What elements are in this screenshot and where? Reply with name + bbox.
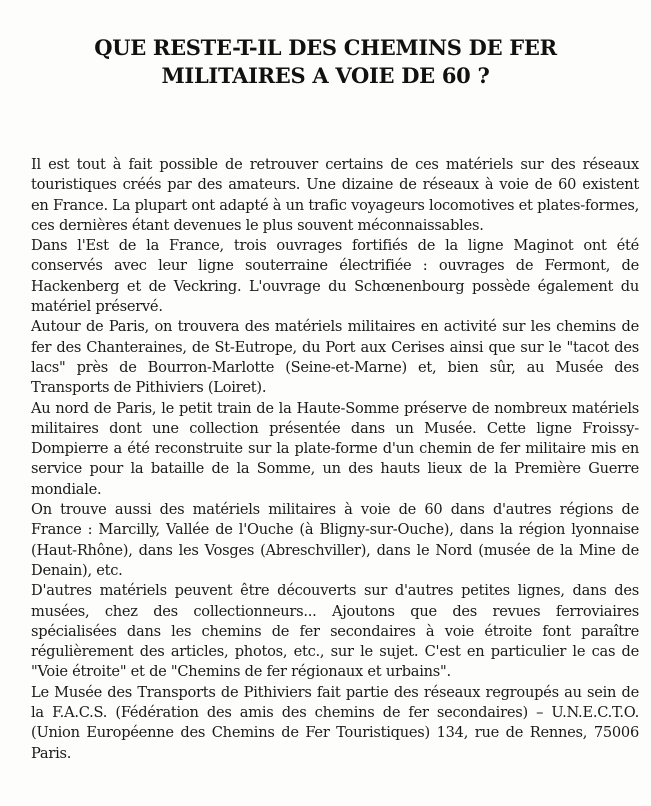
paragraph-1: Il est tout à fait possible de retrouver certains de ces matériels sur des réseaux touristiques créés par des amateurs. Une dizaine de réseaux à voie de 60 existent en France. La plupart ont adapté à un trafic voyageurs locomotives et plates-formes, ces dernières étant devenues le plus souvent méconnaissables. — [31, 156, 639, 234]
paragraph-6: D'autres matériels peuvent être découverts sur d'autres petites lignes, dans des musées, chez des collectionneurs... Ajoutons que des revues ferroviaires spécialisées dans les chemins de fer secondaires à voie étroite font paraître régulièrement des articles, photos, etc., sur le sujet. C'est en particulier le cas de "Voie étroite" et de "Chemins de fer régionaux et urbains". — [31, 582, 639, 681]
title-line-2: MILITAIRES A VOIE DE 60 ? — [161, 63, 490, 88]
article-body — [31, 155, 639, 764]
paragraph-4: Au nord de Paris, le petit train de la Haute-Somme préserve de nombreux matériels militaires dont une collection présentée dans un Musée. Cette ligne Froissy-Dompierre a été reconstruite sur la plate-forme d'un chemin de fer militaire mis en service pour la bataille de la Somme, un des hauts lieux de la Première Guerre mondiale. — [31, 399, 639, 498]
title-line-1: QUE RESTE-T-IL DES CHEMINS DE FER — [94, 35, 557, 60]
paragraph-3: Autour de Paris, on trouvera des matériels militaires en activité sur les chemins de fer des Chanteraines, de St-Eutrope, du Port aux Cerises ainsi que sur le "tacot des lacs" près de Bourron-Marlotte (Seine-et-Marne) et, bien sûr, au Musée des Transports de Pithiviers (Loiret). — [31, 318, 639, 397]
paragraph-7: Le Musée des Transports de Pithiviers fait partie des réseaux regroupés au sein de la F.A.C.S. (Fédération des amis des chemins de fer secondaires) – U.N.E.C.T.O. (Union Européenne des Chemins de Fer Touristiques) 134, rue de Rennes, 75006 Paris. — [31, 683, 639, 762]
page-title — [40, 34, 611, 90]
paragraph-5: On trouve aussi des matériels militaires à voie de 60 dans d'autres régions de France : Marcilly, Vallée de l'Ouche (à Bligny-sur-Ouche), dans la région lyonnaise (Haut-Rhône), dans les Vosges (Abreschviller), dans le Nord (musée de la Mine de Denain), etc. — [31, 501, 639, 579]
paragraph-2: Dans l'Est de la France, trois ouvrages fortifiés de la ligne Maginot ont été conservés avec leur ligne souterraine électrifiée : ouvrages de Fermont, de Hackenberg et de Veckring. L'ouvrage du Schœnenbourg possède également du matériel préservé. — [31, 237, 639, 316]
